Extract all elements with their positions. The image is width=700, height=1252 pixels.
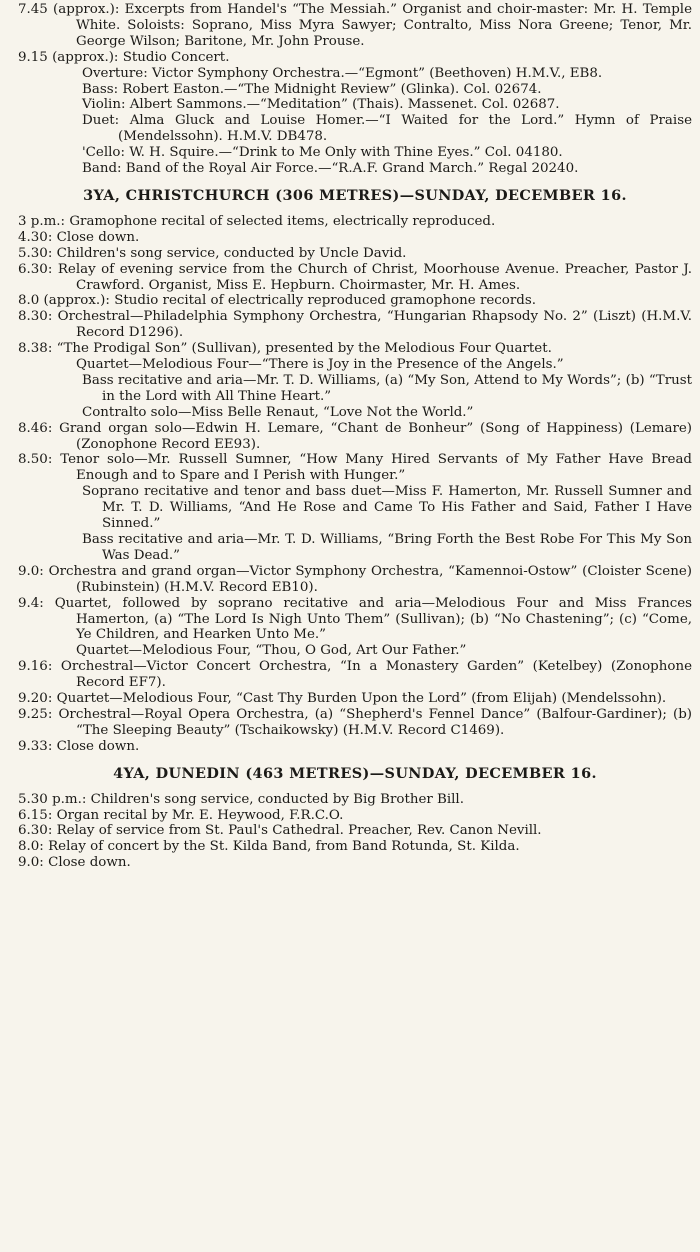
entry-text: Quartet—Melodious Four, “Cast Thy Burden Upon the Lord” (from Elijah) (Mendelssohn). bbox=[56, 691, 667, 707]
programme-entry bbox=[18, 659, 692, 691]
entry-time: 9.16: bbox=[18, 659, 53, 675]
entry-text: Children's song service, conducted by Big Brother Bill. bbox=[90, 791, 464, 807]
concert-item: 'Cello: W. H. Squire.—“Drink to Me Only with Thine Eyes.” Col. 04180. bbox=[82, 145, 563, 161]
entry-text: Close down. bbox=[56, 738, 140, 754]
entry-time: 6.30: bbox=[18, 261, 53, 277]
entry-time: 5.30 p.m.: bbox=[18, 791, 87, 807]
entry-text: Orchestra and grand organ—Victor Symphony Orchestra, “Kamennoi-Ostow” (Cloister Scene) (Rubinstein) (H.M.V. Record EB10). bbox=[48, 563, 692, 595]
programme-entry bbox=[18, 262, 692, 294]
section-4ya bbox=[18, 792, 692, 872]
programme-entry bbox=[18, 50, 692, 66]
entry-time: 9.0: bbox=[18, 563, 44, 579]
programme-entry bbox=[18, 792, 692, 808]
entry-time: 8.46: bbox=[18, 420, 53, 436]
programme-entry bbox=[18, 230, 692, 246]
programme-entry bbox=[18, 246, 692, 262]
concert-item: Band: Band of the Royal Air Force.—“R.A.F. Grand March.” Regal 20240. bbox=[82, 161, 579, 177]
entry-text: Gramophone recital of selected items, electrically reproduced. bbox=[69, 213, 496, 229]
programme-entry bbox=[18, 839, 692, 855]
entry-time: 9.0: bbox=[18, 855, 44, 871]
programme-entry bbox=[18, 596, 692, 644]
section-3ya bbox=[18, 214, 692, 755]
sub-item: Bass recitative and aria—Mr. T. D. Williams, “Bring Forth the Best Robe For This My Son Was Dead.” bbox=[82, 532, 692, 563]
entry-time: 8.50: bbox=[18, 452, 53, 468]
entry-text: Close down. bbox=[56, 229, 140, 245]
station-heading-4ya: 4YA, DUNEDIN (463 METRES)—SUNDAY, DECEMBER 16. bbox=[113, 764, 597, 782]
entry-text: Studio Concert. bbox=[122, 49, 230, 65]
entry-text: Orchestral—Royal Opera Orchestra, (a) “Shepherd's Fennel Dance” (Balfour-Gardiner); (b) “The Sleeping Beauty” (Tschaikowsky) (H.M.V. Record C1469). bbox=[58, 706, 692, 738]
entry-text: Orchestral—Victor Concert Orchestra, “In a Monastery Garden” (Ketelbey) (Zonophone Record EF7). bbox=[60, 659, 692, 691]
programme-entry bbox=[18, 691, 692, 707]
entry-time: 8.38: bbox=[18, 341, 53, 357]
entry-time: 8.30: bbox=[18, 309, 53, 325]
station-heading-3ya: 3YA, CHRISTCHURCH (306 METRES)—SUNDAY, DECEMBER 16. bbox=[83, 186, 627, 204]
programme-entry bbox=[18, 421, 692, 453]
programme-entry bbox=[18, 823, 692, 839]
entry-text: Orchestral—Philadelphia Symphony Orchestra, “Hungarian Rhapsody No. 2” (Liszt) (H.M.V. Record D1296). bbox=[57, 309, 692, 341]
entry-time: 8.0: bbox=[18, 839, 44, 855]
entry-text: Relay of evening service from the Church of Christ, Moorhouse Avenue. Preacher, Pastor J. Crawford. Organist, Miss E. Hepburn. Choirmaster, Mr. H. Ames. bbox=[57, 261, 692, 293]
entry-text: Relay of concert by the St. Kilda Band, from Band Rotunda, St. Kilda. bbox=[48, 839, 520, 855]
concert-item: Duet: Alma Gluck and Louise Homer.—“I Waited for the Lord.” Hymn of Praise (Mendelssohn). H.M.V. DB478. bbox=[82, 113, 692, 145]
entry-text: Grand organ solo—Edwin H. Lemare, “Chant de Bonheur” (Song of Happiness) (Lemare) (Zonophone Record EE93). bbox=[59, 420, 692, 452]
concert-item: Violin: Albert Sammons.—“Meditation” (Thais). Massenet. Col. 02687. bbox=[82, 97, 560, 113]
section-continued bbox=[18, 2, 692, 177]
programme-entry bbox=[18, 564, 692, 596]
programme-entry bbox=[18, 341, 692, 357]
entry-text: Close down. bbox=[48, 855, 131, 871]
programme-entry bbox=[18, 214, 692, 230]
entry-time: 7.45 (approx.): bbox=[18, 2, 120, 17]
entry-time: 6.30: bbox=[18, 823, 53, 839]
sub-item: Contralto solo—Miss Belle Renaut, “Love Not the World.” bbox=[82, 404, 474, 420]
programme-entry bbox=[18, 2, 692, 50]
entry-time: 3 p.m.: bbox=[18, 213, 66, 229]
entry-time: 9.4: bbox=[18, 595, 44, 611]
concert-item: Overture: Victor Symphony Orchestra.—“Egmont” (Beethoven) H.M.V., EB8. bbox=[82, 65, 603, 81]
entry-text: Quartet, followed by soprano recitative and aria—Melodious Four and Miss Frances Hamerton, (a) “The Lord Is Nigh Unto Them” (Sullivan); (b) “No Chastening”; (c) “Come, Ye Children, and Hearken Unto Me.” bbox=[54, 595, 692, 643]
entry-time: 9.15 (approx.): bbox=[18, 49, 119, 65]
entry-time: 9.20: bbox=[18, 691, 53, 707]
entry-text: Studio recital of electrically reproduced gramophone records. bbox=[114, 293, 536, 309]
entry-text: Children's song service, conducted by Uncle David. bbox=[56, 245, 407, 261]
entry-time: 6.15: bbox=[18, 807, 53, 823]
entry-text: Organ recital by Mr. E. Heywood, F.R.C.O. bbox=[56, 807, 344, 823]
entry-text: Excerpts from Handel's “The Messiah.” Organist and choir-master: Mr. H. Temple White. Soloists: Soprano, Miss Myra Sawyer; Contralto, Miss Nora Greene; Tenor, Mr. George Wilson; Baritone, Mr. John Prouse. bbox=[76, 2, 692, 49]
entry-time: 8.0 (approx.): bbox=[18, 293, 110, 309]
programme-entry bbox=[18, 739, 692, 755]
sub-item: Quartet—Melodious Four—“There is Joy in the Presence of the Angels.” bbox=[76, 357, 564, 373]
programme-entry bbox=[18, 855, 692, 871]
entry-text: “The Prodigal Son” (Sullivan), presented by the Melodious Four Quartet. bbox=[56, 341, 552, 357]
entry-time: 5.30: bbox=[18, 245, 53, 261]
entry-time: 9.25: bbox=[18, 706, 53, 722]
concert-item: Bass: Robert Easton.—“The Midnight Review” (Glinka). Col. 02674. bbox=[82, 81, 542, 97]
programme-entry bbox=[18, 707, 692, 739]
sub-item: Bass recitative and aria—Mr. T. D. Williams, (a) “My Son, Attend to My Words”; (b) “Trust in the Lord with All Thine Heart.” bbox=[82, 372, 692, 404]
entry-text: Tenor solo—Mr. Russell Sumner, “How Many Hired Servants of My Father Have Bread Enough and to Spare and I Perish with Hunger.” bbox=[60, 452, 692, 484]
programme-entry bbox=[18, 808, 692, 824]
programme-entry bbox=[18, 293, 692, 309]
sub-item: Soprano recitative and tenor and bass duet—Miss F. Hamerton, Mr. Russell Sumner and Mr. T. D. Williams, “And He Rose and Came To His Father and Said, Father I Have Sinned.” bbox=[82, 484, 692, 532]
entry-time: 9.33: bbox=[18, 738, 53, 754]
entry-time: 4.30: bbox=[18, 229, 53, 245]
programme-entry bbox=[18, 309, 692, 341]
sub-item: Quartet—Melodious Four, “Thou, O God, Art Our Father.” bbox=[76, 643, 467, 659]
programme-entry bbox=[18, 452, 692, 484]
entry-text: Relay of service from St. Paul's Cathedral. Preacher, Rev. Canon Nevill. bbox=[56, 823, 542, 839]
